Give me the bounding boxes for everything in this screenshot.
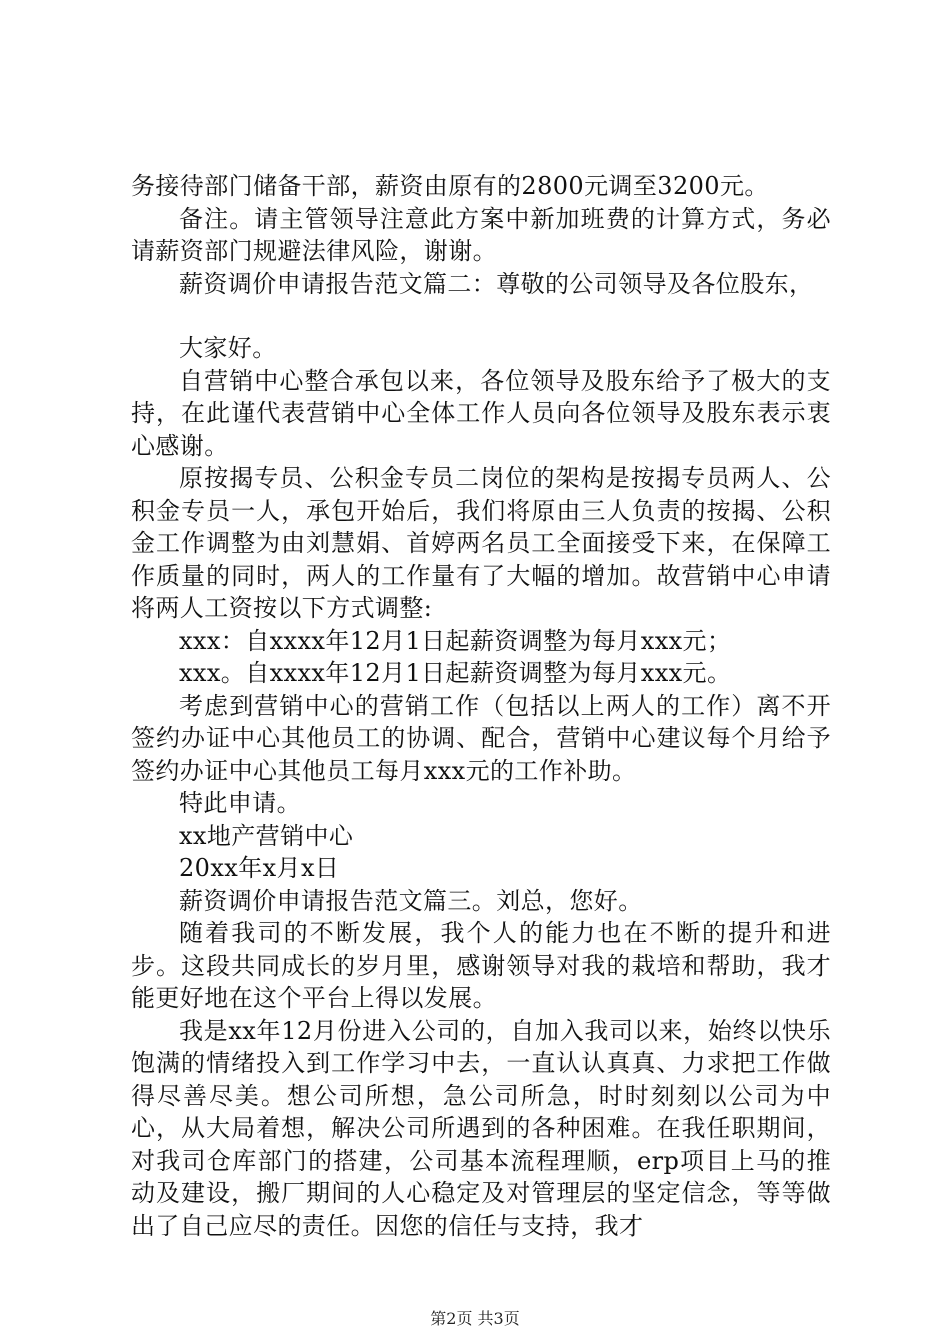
- paragraph-experience: 我是xx年12月份进入公司的，自加入我司以来，始终以快乐饱满的情绪投入到工作学习中去，一直认认真真、力求把工作做得尽善尽美。想公司所想，急公司所急，时时刻刻以公司为中心，从大局着想，解决公司所遇到的各种困难。在我任职期间，对我司仓库部门的搭建，公司基本流程理顺，erp项目上马的推动及建设，搬厂期间的人心稳定及对管理层的坚定信念，等等做出了自己应尽的责任。因您的信任与支持，我才: [131, 1016, 831, 1240]
- document-body: [131, 170, 831, 1242]
- paragraph-signature: xx地产营销中心: [179, 821, 354, 850]
- paragraph-thanks: 自营销中心整合承包以来，各位领导及股东给予了极大的支持，在此谨代表营销中心全体工作人员向各位领导及股东表示衷心感谢。: [131, 366, 831, 460]
- paragraph-heading-three: 薪资调价申请报告范文篇三。刘总，您好。: [179, 886, 643, 915]
- page-footer: 第2页 共3页: [430, 1309, 520, 1328]
- paragraph-date: 20xx年x月x日: [179, 854, 340, 882]
- paragraph-salary-item-2: xxx。自xxxx年12月1日起薪资调整为每月xxx元。: [179, 659, 732, 687]
- paragraph-gap: [131, 300, 831, 332]
- paragraph-note: 备注。请主管领导注意此方案中新加班费的计算方式，务必请薪资部门规避法律风险，谢谢。: [131, 204, 831, 265]
- paragraph-structure: 原按揭专员、公积金专员二岗位的架构是按揭专员两人、公积金专员一人，承包开始后，我们将原由三人负责的按揭、公积金工作调整为由刘慧娟、首婷两名员工全面接受下来，在保障工作质量的同时，两人的工作量有了大幅的增加。故营销中心申请将两人工资按以下方式调整:: [131, 464, 831, 622]
- paragraph-closing: 特此申请。: [179, 789, 301, 817]
- paragraph-heading-two: 薪资调价申请报告范文篇二：尊敬的公司领导及各位股东，: [179, 269, 814, 298]
- paragraph-continuation: 务接待部门储备干部，薪资由原有的2800元调至3200元。: [131, 172, 769, 200]
- paragraph-salary-item-1: xxx：自xxxx年12月1日起薪资调整为每月xxx元；: [179, 626, 732, 655]
- paragraph-greeting: 大家好。: [179, 334, 277, 362]
- paragraph-subsidy: 考虑到营销中心的营销工作（包括以上两人的工作）离不开签约办证中心其他员工的协调、配合，营销中心建议每个月给予签约办证中心其他员工每月xxx元的工作补助。: [131, 691, 831, 785]
- paragraph-development: 随着我司的不断发展，我个人的能力也在不断的提升和进步。这段共同成长的岁月里，感谢领导对我的栽培和帮助，我才能更好地在这个平台上得以发展。: [131, 919, 831, 1012]
